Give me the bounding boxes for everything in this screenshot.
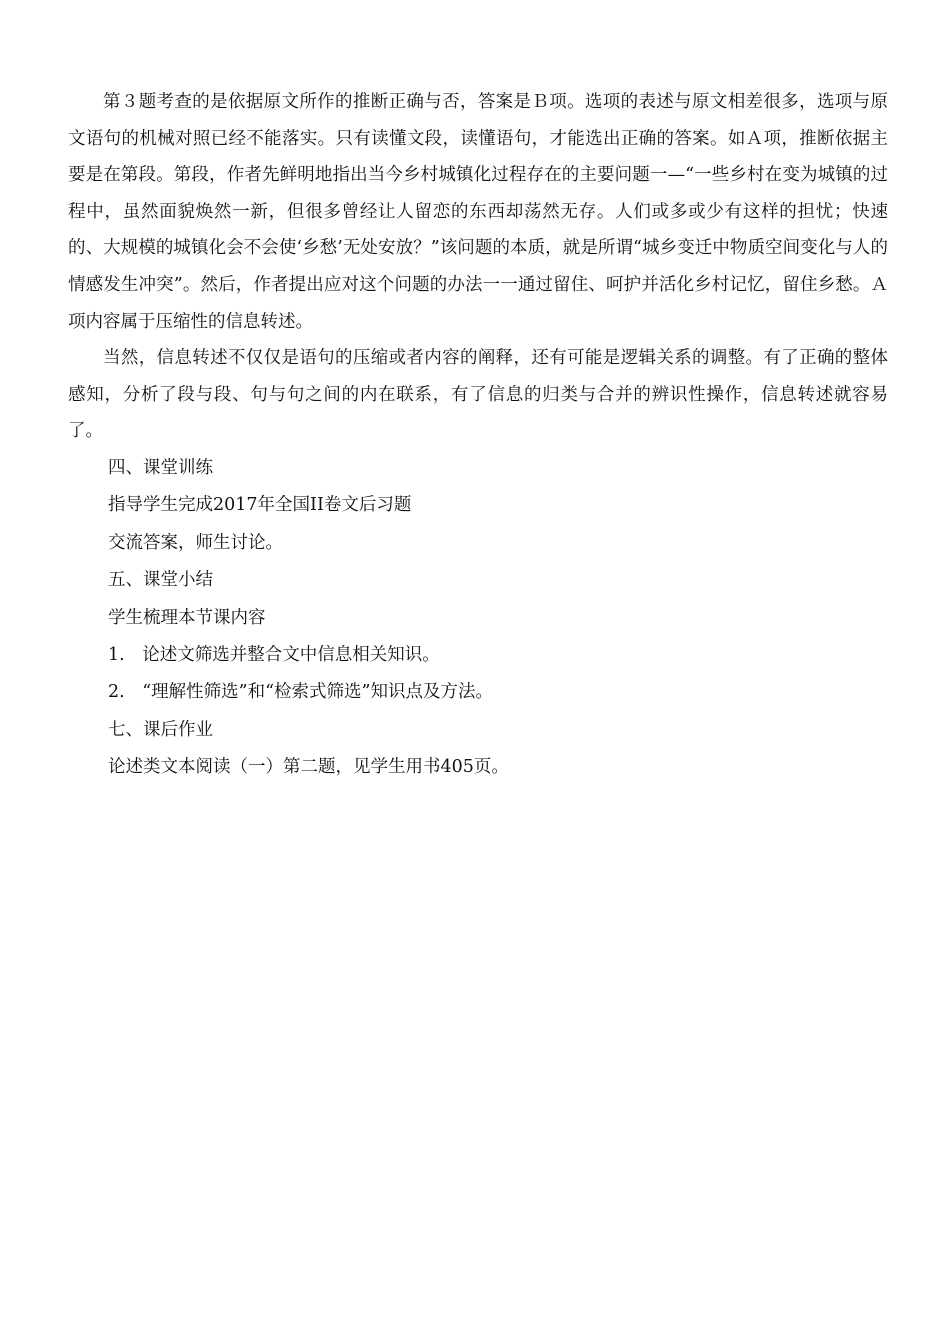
section-heading-class-training: 四、课堂训练: [108, 457, 213, 478]
paragraph-information-restatement: 当然，信息转述不仅仅是语句的压缩或者内容的阐释，还有可能是逻辑关系的调整。有了正确的整体感知，分析了段与段、句与句之间的内在联系，有了信息的归类与合并的辨识性操作，信息转述就容易了。: [68, 348, 888, 442]
summary-intro: 学生梳理本节课内容: [108, 607, 266, 628]
summary-item-2: 2. “理解性筛选”和“检索式筛选”知识点及方法。: [108, 682, 493, 703]
training-discussion: 交流答案，师生讨论。: [108, 532, 283, 553]
document-page: [68, 84, 888, 787]
paragraph-question3-analysis: 第３题考查的是依据原文所作的推断正确与否，答案是Ｂ项。选项的表述与原文相差很多，选项与原文语句的机械对照已经不能落实。只有读懂文段，读懂语句，才能选出正确的答案。如Ａ项，推断依据主要是在第段。第段，作者先鲜明地指出当今乡村城镇化过程存在的主要问题一—“一些乡村在变为城镇的过程中，虽然面貌焕然一新，但很多曾经让人留恋的东西却荡然无存。人们或多或少有这样的担忧；快速的、大规模的城镇化会不会使‘乡愁’无处安放？”该问题的本质，就是所谓“城乡变迁中物质空间变化与人的情感发生冲突”。然后，作者提出应对这个问题的办法一一通过留住、呵护并活化乡村记忆，留住乡愁。Ａ项内容属于压缩性的信息转述。: [68, 92, 888, 332]
homework-assignment: 论述类文本阅读（一）第二题，见学生用书405页。: [108, 757, 509, 778]
summary-item-1: 1. 论述文筛选并整合文中信息相关知识。: [108, 644, 440, 665]
training-instruction: 指导学生完成2017年全国II卷文后习题: [108, 495, 412, 516]
section-heading-homework: 七、课后作业: [108, 719, 213, 740]
section-heading-class-summary: 五、课堂小结: [108, 570, 213, 591]
